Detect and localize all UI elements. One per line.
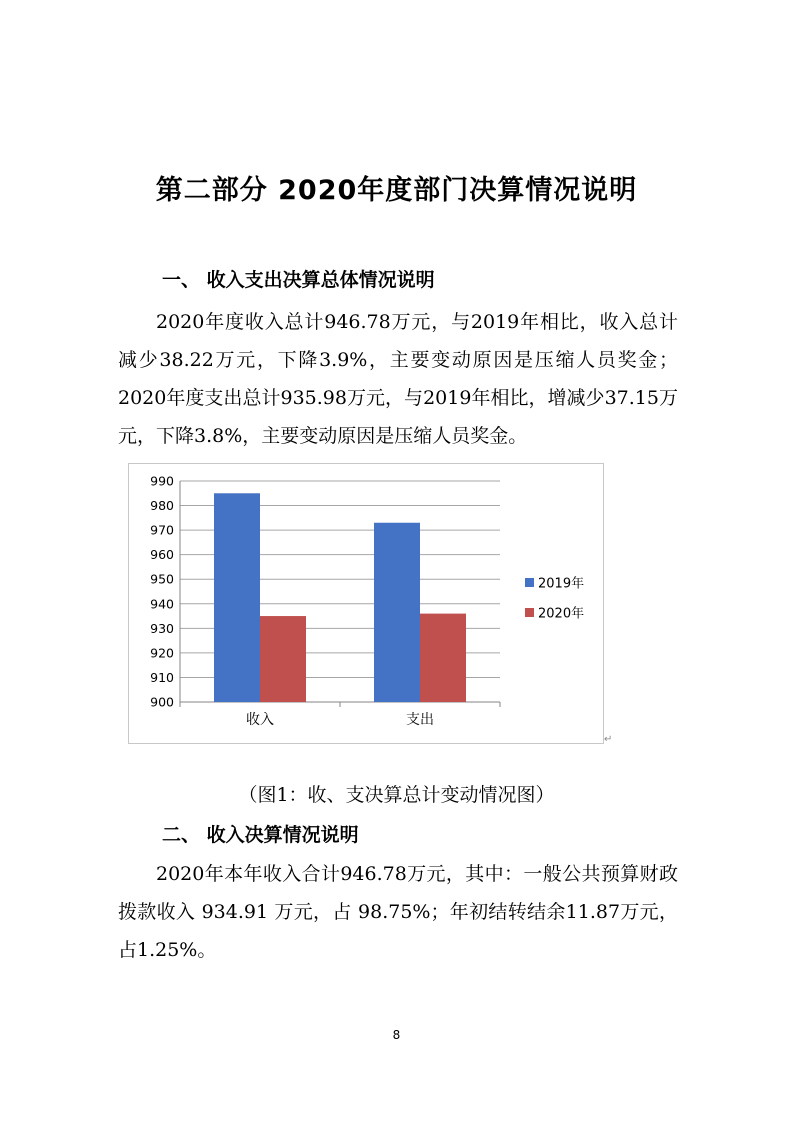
section2-paragraph [118, 855, 678, 969]
y-tick-label: 980 [150, 498, 174, 514]
y-tick-label: 930 [150, 620, 174, 636]
x-tick-label: 支出 [406, 712, 434, 728]
legend-swatch [525, 578, 534, 587]
chart-container [128, 463, 604, 744]
legend-label: 2020年 [538, 606, 585, 622]
legend-label: 2019年 [538, 576, 585, 592]
bar [214, 493, 260, 702]
bar [420, 614, 466, 702]
bar [374, 523, 420, 702]
y-tick-label: 920 [150, 645, 174, 661]
y-tick-label: 950 [150, 571, 174, 587]
y-tick-label: 960 [150, 547, 174, 563]
figure-caption: （图1：收、支决算总计变动情况图） [238, 784, 555, 806]
section2-text: 2020年本年收入合计946.78万元，其中：一般公共预算财政拨款收入 934.91 万元，占 98.75%；年初结转结余11.87万元，占1.25%。 [118, 863, 678, 961]
bar-chart [129, 464, 603, 743]
return-mark: ↵ [604, 734, 613, 745]
legend-swatch [525, 608, 534, 617]
section1-text: 2020年度收入总计946.78万元，与2019年相比，收入总计减少38.22万元，下降3.9%，主要变动原因是压缩人员奖金；2020年度支出总计935.98万元，与2019年相比，增减少37.15万元，下降3.8%，主要变动原因是压缩人员奖金。 [118, 311, 678, 447]
section1-heading: 一、 收入支出决算总体情况说明 [162, 269, 435, 291]
bar [260, 616, 306, 702]
y-tick-label: 900 [150, 694, 174, 710]
x-tick-label: 收入 [246, 712, 274, 728]
section2-heading: 二、 收入决算情况说明 [162, 824, 359, 846]
y-tick-label: 910 [150, 669, 174, 685]
page-title: 第二部分 2020年度部门决算情况说明 [155, 175, 638, 206]
y-tick-label: 940 [150, 596, 174, 612]
y-tick-label: 990 [150, 473, 174, 489]
page-number: 8 [392, 1028, 401, 1042]
y-tick-label: 970 [150, 522, 174, 538]
section1-paragraph [118, 303, 678, 455]
